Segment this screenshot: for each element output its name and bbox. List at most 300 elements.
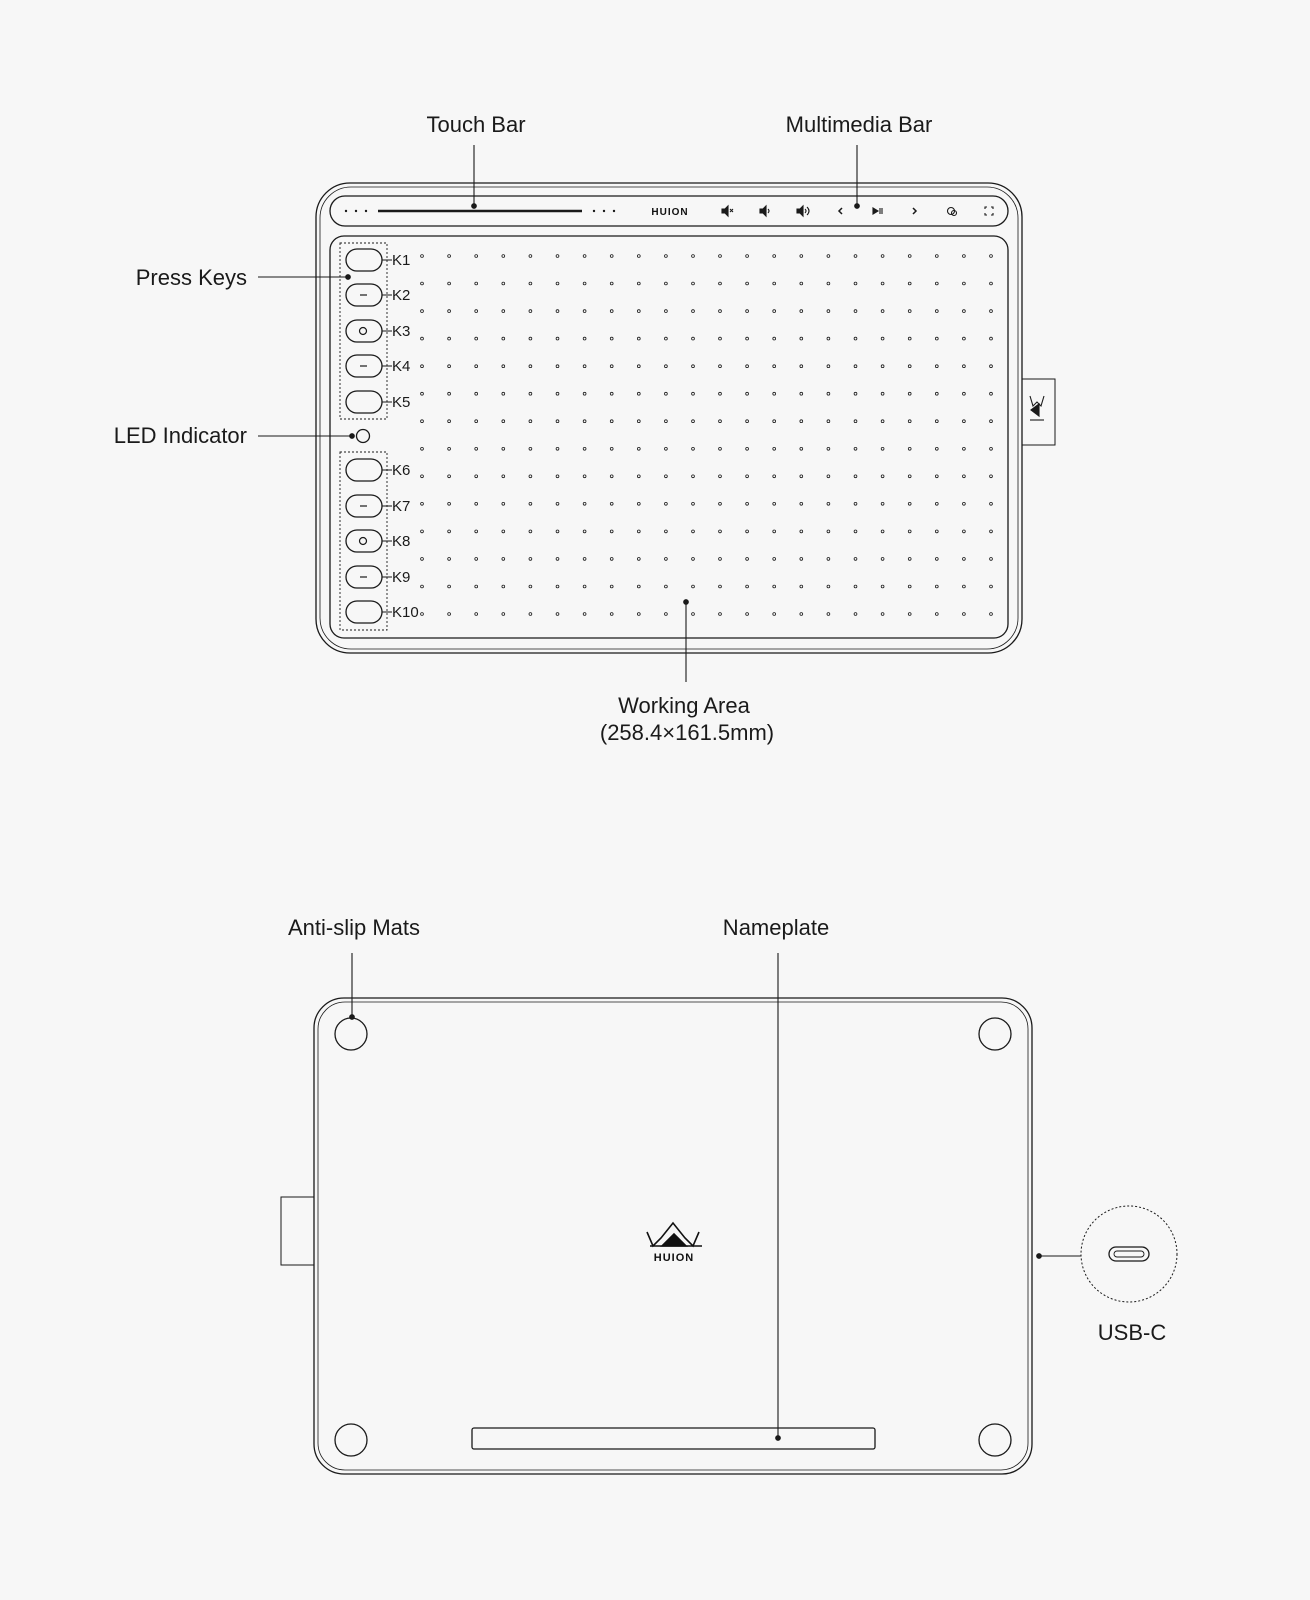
nameplate — [472, 1428, 875, 1449]
grid-dot — [908, 475, 911, 478]
grid-dot — [746, 613, 749, 616]
grid-dot — [637, 255, 640, 258]
grid-dot — [529, 447, 532, 450]
grid-dot — [475, 613, 478, 616]
grid-dot — [935, 337, 938, 340]
grid-dot — [827, 613, 830, 616]
grid-dot — [719, 585, 722, 588]
grid-dot — [881, 530, 884, 533]
grid-dot — [475, 392, 478, 395]
touch-bar-label: Touch Bar — [426, 112, 526, 137]
grid-dot — [556, 475, 559, 478]
crown-icon — [647, 1223, 702, 1246]
grid-dot — [665, 310, 668, 313]
grid-dot — [881, 558, 884, 561]
grid-dot — [502, 337, 505, 340]
grid-dot — [421, 502, 424, 505]
grid-dot — [692, 585, 695, 588]
usb-c-port — [1109, 1247, 1149, 1261]
grid-dot — [908, 365, 911, 368]
press-key-k6[interactable] — [346, 459, 410, 481]
grid-dot — [827, 392, 830, 395]
previous-icon[interactable] — [839, 208, 842, 214]
press-key-label: K9 — [392, 569, 411, 586]
grid-dot — [529, 530, 532, 533]
grid-dot — [990, 310, 993, 313]
grid-dot — [827, 502, 830, 505]
grid-dot — [800, 365, 803, 368]
grid-dot — [610, 502, 613, 505]
grid-dot — [773, 447, 776, 450]
grid-dot — [719, 420, 722, 423]
grid-dot — [610, 255, 613, 258]
grid-dot — [854, 613, 857, 616]
grid-dot — [637, 310, 640, 313]
grid-dot — [637, 420, 640, 423]
grid-dot — [556, 613, 559, 616]
grid-dot — [556, 447, 559, 450]
grid-dot — [502, 310, 505, 313]
grid-dot — [719, 392, 722, 395]
grid-dot — [421, 447, 424, 450]
grid-dot — [990, 475, 993, 478]
grid-dot — [556, 282, 559, 285]
grid-dot — [421, 420, 424, 423]
grid-dot — [556, 365, 559, 368]
grid-dot — [665, 585, 668, 588]
grid-dot — [800, 530, 803, 533]
anti-slip-mat-bottom-right — [979, 1424, 1011, 1456]
grid-dot — [719, 255, 722, 258]
grid-dot — [827, 530, 830, 533]
grid-dot — [935, 447, 938, 450]
grid-dot — [475, 365, 478, 368]
grid-dot — [827, 447, 830, 450]
grid-dot — [935, 475, 938, 478]
grid-dot — [448, 613, 451, 616]
grid-dot — [502, 502, 505, 505]
grid-dot — [990, 585, 993, 588]
grid-dot — [990, 613, 993, 616]
grid-dot — [719, 337, 722, 340]
anti-slip-mat-top-right — [979, 1018, 1011, 1050]
grid-dot — [448, 282, 451, 285]
grid-dot — [637, 282, 640, 285]
grid-dot — [665, 282, 668, 285]
grid-dot — [502, 420, 505, 423]
grid-dot — [881, 475, 884, 478]
brand-logo-back: HUION — [653, 1252, 695, 1264]
press-key-label: K10 — [392, 604, 419, 621]
grid-dot — [556, 420, 559, 423]
grid-dot — [637, 392, 640, 395]
grid-dot — [583, 365, 586, 368]
usb-c-label: USB-C — [1097, 1320, 1167, 1345]
grid-dot — [935, 530, 938, 533]
grid-dot — [963, 337, 966, 340]
grid-dot — [719, 475, 722, 478]
grid-dot — [692, 282, 695, 285]
anti-slip-mat-top-left — [335, 1018, 367, 1050]
press-key-label: K4 — [392, 358, 411, 375]
grid-dot — [854, 392, 857, 395]
press-key-k5[interactable] — [346, 391, 410, 413]
press-key-k10[interactable] — [346, 601, 419, 623]
grid-dot — [692, 475, 695, 478]
grid-dot — [610, 613, 613, 616]
grid-dot — [610, 420, 613, 423]
grid-dot — [448, 365, 451, 368]
grid-dot — [990, 502, 993, 505]
grid-dot — [475, 447, 478, 450]
grid-dot — [908, 337, 911, 340]
grid-dot — [421, 365, 424, 368]
grid-dot — [610, 337, 613, 340]
grid-dot — [908, 585, 911, 588]
play-pause-icon[interactable] — [873, 208, 882, 214]
grid-dot — [665, 420, 668, 423]
grid-dot — [881, 337, 884, 340]
nameplate-label: Nameplate — [722, 915, 830, 940]
grid-dot — [854, 502, 857, 505]
grid-dot — [502, 447, 505, 450]
grid-dot — [746, 282, 749, 285]
grid-dot — [854, 447, 857, 450]
mute-icon[interactable] — [722, 206, 733, 216]
grid-dot — [529, 420, 532, 423]
grid-dot — [719, 447, 722, 450]
grid-dot — [827, 475, 830, 478]
grid-dot — [908, 613, 911, 616]
grid-dot — [854, 282, 857, 285]
grid-dot — [556, 337, 559, 340]
grid-dot — [448, 447, 451, 450]
grid-dot — [881, 392, 884, 395]
press-keys-label: Press Keys — [135, 265, 247, 290]
press-key-k4[interactable] — [346, 355, 410, 377]
press-key-label: K6 — [392, 462, 411, 479]
grid-dot — [421, 530, 424, 533]
grid-dot — [990, 365, 993, 368]
grid-dot — [637, 365, 640, 368]
grid-dot — [719, 558, 722, 561]
app-icon[interactable] — [948, 208, 957, 216]
grid-dot — [692, 530, 695, 533]
grid-dot — [529, 365, 532, 368]
grid-dot — [475, 530, 478, 533]
grid-dot — [556, 558, 559, 561]
grid-dot — [475, 558, 478, 561]
grid-dot — [665, 558, 668, 561]
multimedia-bar-label: Multimedia Bar — [785, 112, 933, 137]
grid-dot — [529, 585, 532, 588]
press-key-label: K5 — [392, 394, 411, 411]
grid-dot — [637, 585, 640, 588]
press-keys-group-top — [340, 243, 387, 419]
volume-up-icon[interactable] — [797, 206, 809, 216]
grid-dot — [990, 255, 993, 258]
grid-dot — [990, 447, 993, 450]
grid-dot — [881, 310, 884, 313]
grid-dot — [881, 365, 884, 368]
grid-dot — [637, 530, 640, 533]
grid-dot — [800, 502, 803, 505]
grid-dot — [963, 585, 966, 588]
grid-dot — [963, 530, 966, 533]
grid-dot — [637, 502, 640, 505]
grid-dot — [773, 613, 776, 616]
grid-dot — [610, 475, 613, 478]
press-key-k2[interactable] — [346, 284, 410, 306]
working-area-size-label: (258.4×161.5mm) — [599, 720, 775, 745]
grid-dot — [692, 337, 695, 340]
working-area-grid — [421, 255, 993, 616]
grid-dot — [610, 558, 613, 561]
press-key-k7[interactable] — [346, 495, 410, 517]
grid-dot — [719, 502, 722, 505]
grid-dot — [773, 365, 776, 368]
grid-dot — [637, 475, 640, 478]
grid-dot — [692, 420, 695, 423]
grid-dot — [963, 613, 966, 616]
grid-dot — [692, 502, 695, 505]
grid-dot — [990, 558, 993, 561]
volume-down-icon[interactable] — [760, 206, 769, 216]
grid-dot — [881, 613, 884, 616]
grid-dot — [421, 392, 424, 395]
press-key-label: K2 — [392, 287, 411, 304]
grid-dot — [448, 255, 451, 258]
grid-dot — [475, 282, 478, 285]
grid-dot — [529, 502, 532, 505]
grid-dot — [556, 310, 559, 313]
grid-dot — [963, 365, 966, 368]
front-view — [316, 183, 1055, 653]
grid-dot — [963, 447, 966, 450]
grid-dot — [583, 310, 586, 313]
grid-dot — [854, 475, 857, 478]
grid-dot — [746, 530, 749, 533]
grid-dot — [963, 310, 966, 313]
grid-dot — [529, 613, 532, 616]
grid-dot — [854, 558, 857, 561]
grid-dot — [719, 613, 722, 616]
press-keys-group-bottom — [340, 452, 387, 630]
grid-dot — [854, 420, 857, 423]
press-key-label: K1 — [392, 252, 411, 269]
next-icon[interactable] — [913, 208, 916, 214]
grid-dot — [529, 255, 532, 258]
grid-dot — [990, 530, 993, 533]
grid-dot — [746, 447, 749, 450]
anti-slip-mats-label: Anti-slip Mats — [287, 915, 421, 940]
grid-dot — [448, 337, 451, 340]
grid-dot — [637, 558, 640, 561]
grid-dot — [475, 502, 478, 505]
grid-dot — [827, 585, 830, 588]
grid-dot — [990, 337, 993, 340]
press-key-k9[interactable] — [346, 566, 410, 588]
grid-dot — [692, 613, 695, 616]
pen-holder-logo-icon — [1030, 396, 1044, 420]
grid-dot — [800, 447, 803, 450]
grid-dot — [800, 337, 803, 340]
grid-dot — [908, 392, 911, 395]
grid-dot — [963, 502, 966, 505]
grid-dot — [773, 337, 776, 340]
grid-dot — [448, 310, 451, 313]
grid-dot — [881, 255, 884, 258]
grid-dot — [746, 420, 749, 423]
grid-dot — [773, 282, 776, 285]
grid-dot — [583, 255, 586, 258]
grid-dot — [963, 255, 966, 258]
grid-dot — [502, 365, 505, 368]
press-key-label: K8 — [392, 533, 411, 550]
grid-dot — [665, 502, 668, 505]
grid-dot — [827, 558, 830, 561]
grid-dot — [854, 585, 857, 588]
grid-dot — [475, 475, 478, 478]
grid-dot — [448, 530, 451, 533]
grid-dot — [800, 613, 803, 616]
grid-dot — [529, 392, 532, 395]
grid-dot — [421, 475, 424, 478]
grid-dot — [963, 392, 966, 395]
grid-dot — [583, 613, 586, 616]
grid-dot — [556, 255, 559, 258]
grid-dot — [963, 420, 966, 423]
grid-dot — [827, 420, 830, 423]
grid-dot — [827, 282, 830, 285]
press-key-label: K7 — [392, 498, 411, 515]
grid-dot — [583, 282, 586, 285]
grid-dot — [665, 255, 668, 258]
grid-dot — [637, 447, 640, 450]
grid-dot — [665, 337, 668, 340]
grid-dot — [475, 420, 478, 423]
back-pen-holder — [281, 1197, 314, 1265]
grid-dot — [502, 255, 505, 258]
grid-dot — [692, 558, 695, 561]
grid-dot — [583, 502, 586, 505]
grid-dot — [421, 310, 424, 313]
grid-dot — [719, 365, 722, 368]
grid-dot — [963, 558, 966, 561]
grid-dot — [610, 530, 613, 533]
grid-dot — [529, 282, 532, 285]
anti-slip-mat-bottom-left — [335, 1424, 367, 1456]
grid-dot — [800, 310, 803, 313]
grid-dot — [502, 282, 505, 285]
back-callout-lines — [350, 953, 1081, 1440]
grid-dot — [827, 337, 830, 340]
grid-dot — [665, 613, 668, 616]
grid-dot — [448, 392, 451, 395]
grid-dot — [421, 585, 424, 588]
press-key-k8[interactable] — [346, 530, 410, 552]
back-view — [281, 998, 1177, 1474]
grid-dot — [935, 392, 938, 395]
grid-dot — [448, 502, 451, 505]
grid-dot — [610, 282, 613, 285]
grid-dot — [908, 420, 911, 423]
grid-dot — [502, 392, 505, 395]
grid-dot — [773, 392, 776, 395]
grid-dot — [746, 585, 749, 588]
grid-dot — [800, 392, 803, 395]
grid-dot — [827, 255, 830, 258]
grid-dot — [881, 447, 884, 450]
grid-dot — [773, 475, 776, 478]
grid-dot — [665, 475, 668, 478]
press-key-k1[interactable] — [346, 249, 410, 271]
grid-dot — [773, 420, 776, 423]
grid-dot — [746, 310, 749, 313]
grid-dot — [502, 530, 505, 533]
grid-dot — [854, 310, 857, 313]
grid-dot — [990, 282, 993, 285]
grid-dot — [421, 282, 424, 285]
grid-dot — [773, 502, 776, 505]
grid-dot — [583, 585, 586, 588]
press-key-k3[interactable] — [346, 320, 410, 342]
grid-dot — [665, 447, 668, 450]
grid-dot — [935, 613, 938, 616]
grid-dot — [935, 585, 938, 588]
grid-dot — [746, 365, 749, 368]
grid-dot — [935, 420, 938, 423]
grid-dot — [529, 558, 532, 561]
grid-dot — [421, 613, 424, 616]
grid-dot — [583, 392, 586, 395]
grid-dot — [881, 502, 884, 505]
grid-dot — [610, 392, 613, 395]
grid-dot — [908, 558, 911, 561]
grid-dot — [827, 365, 830, 368]
grid-dot — [746, 502, 749, 505]
grid-dot — [475, 310, 478, 313]
grid-dot — [800, 558, 803, 561]
grid-dot — [556, 585, 559, 588]
led-indicator — [357, 430, 370, 443]
grid-dot — [475, 255, 478, 258]
grid-dot — [502, 475, 505, 478]
grid-dot — [746, 475, 749, 478]
grid-dot — [908, 447, 911, 450]
grid-dot — [746, 255, 749, 258]
tablet-inner-frame — [320, 187, 1018, 649]
grid-dot — [719, 282, 722, 285]
grid-dot — [502, 613, 505, 616]
grid-dot — [692, 255, 695, 258]
grid-dot — [692, 447, 695, 450]
grid-dot — [529, 475, 532, 478]
grid-dot — [637, 613, 640, 616]
grid-dot — [854, 255, 857, 258]
led-indicator-label: LED Indicator — [113, 423, 247, 448]
grid-dot — [475, 585, 478, 588]
grid-dot — [421, 255, 424, 258]
usb-c-zoom — [1081, 1206, 1177, 1302]
fullscreen-icon[interactable] — [985, 207, 993, 215]
grid-dot — [610, 310, 613, 313]
grid-dot — [800, 585, 803, 588]
grid-dot — [990, 392, 993, 395]
grid-dot — [746, 337, 749, 340]
grid-dot — [963, 475, 966, 478]
grid-dot — [529, 337, 532, 340]
